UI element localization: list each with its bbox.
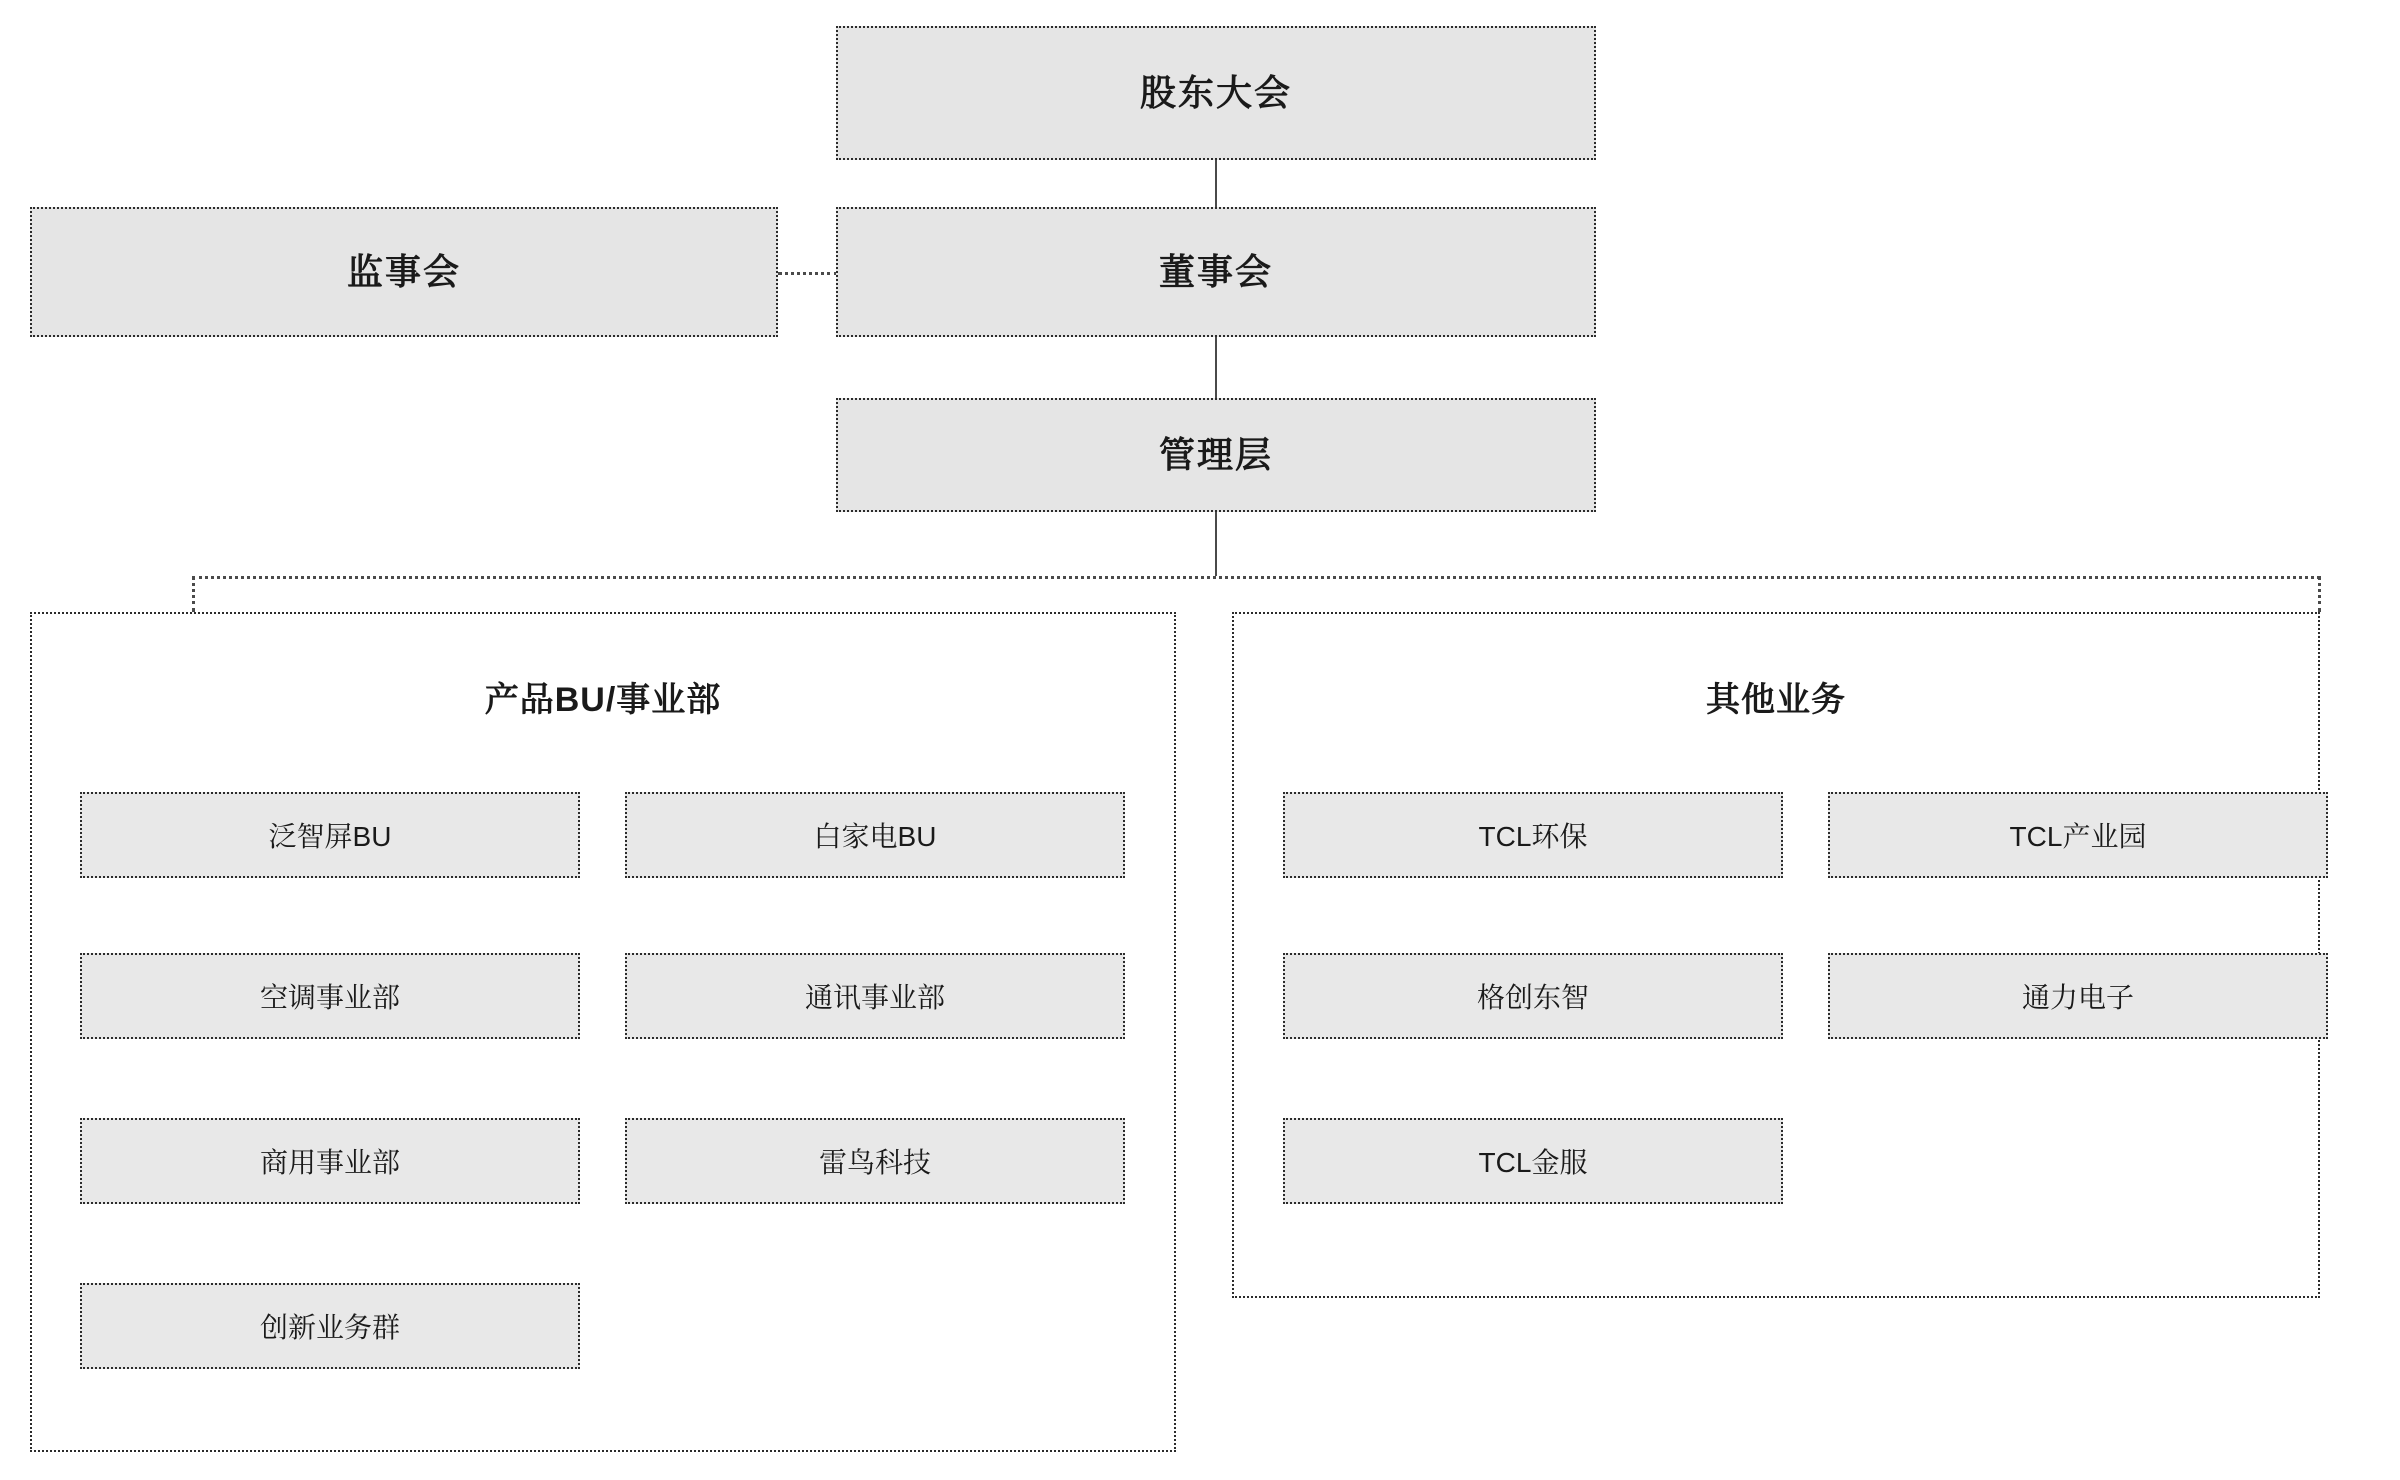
leaf-label: 格创东智 <box>1476 982 1589 1013</box>
connector-split-bar <box>192 576 2320 579</box>
node-shareholders-label: 股东大会 <box>1139 72 1292 114</box>
leaf-label: 白家电BU <box>813 821 937 852</box>
leaf-other-business-4[interactable] <box>1283 1118 1783 1204</box>
connector-drop-product-group <box>192 576 195 612</box>
leaf-product-bu-2[interactable] <box>80 953 580 1039</box>
node-board-of-directors-label: 董事会 <box>1158 251 1273 293</box>
leaf-product-bu-0[interactable] <box>80 792 580 878</box>
connector-drop-other-group <box>2318 576 2321 612</box>
connector-board-to-management <box>1215 336 1217 398</box>
node-shareholders[interactable] <box>836 26 1596 160</box>
leaf-label: 创新业务群 <box>259 1312 400 1343</box>
leaf-other-business-2[interactable] <box>1283 953 1783 1039</box>
node-supervisory-board-label: 监事会 <box>346 251 461 293</box>
leaf-label: 泛智屏BU <box>268 821 392 852</box>
node-management[interactable] <box>836 398 1596 512</box>
leaf-label: 商用事业部 <box>259 1147 400 1178</box>
leaf-other-business-1[interactable] <box>1828 792 2328 878</box>
connector-supervisory-to-board <box>778 272 838 275</box>
leaf-label: TCL环保 <box>1478 821 1588 852</box>
node-management-label: 管理层 <box>1158 434 1273 476</box>
leaf-label: 雷鸟科技 <box>818 1147 931 1178</box>
leaf-label: 通讯事业部 <box>804 982 945 1013</box>
leaf-label: TCL金服 <box>1478 1147 1588 1178</box>
connector-management-trunk <box>1215 511 1217 576</box>
leaf-product-bu-4[interactable] <box>80 1118 580 1204</box>
leaf-product-bu-6[interactable] <box>80 1283 580 1369</box>
leaf-other-business-3[interactable] <box>1828 953 2328 1039</box>
leaf-product-bu-1[interactable] <box>625 792 1125 878</box>
node-board-of-directors[interactable] <box>836 207 1596 337</box>
group-other-business-title: 其他业务 <box>1706 681 1846 719</box>
leaf-product-bu-3[interactable] <box>625 953 1125 1039</box>
leaf-label: 空调事业部 <box>259 982 400 1013</box>
node-supervisory-board[interactable] <box>30 207 778 337</box>
leaf-label: TCL产业园 <box>2009 821 2147 852</box>
leaf-product-bu-5[interactable] <box>625 1118 1125 1204</box>
leaf-label: 通力电子 <box>2021 982 2134 1013</box>
connector-shareholders-to-board <box>1215 160 1217 207</box>
group-product-bu-title: 产品BU/事业部 <box>484 681 722 719</box>
leaf-other-business-0[interactable] <box>1283 792 1783 878</box>
